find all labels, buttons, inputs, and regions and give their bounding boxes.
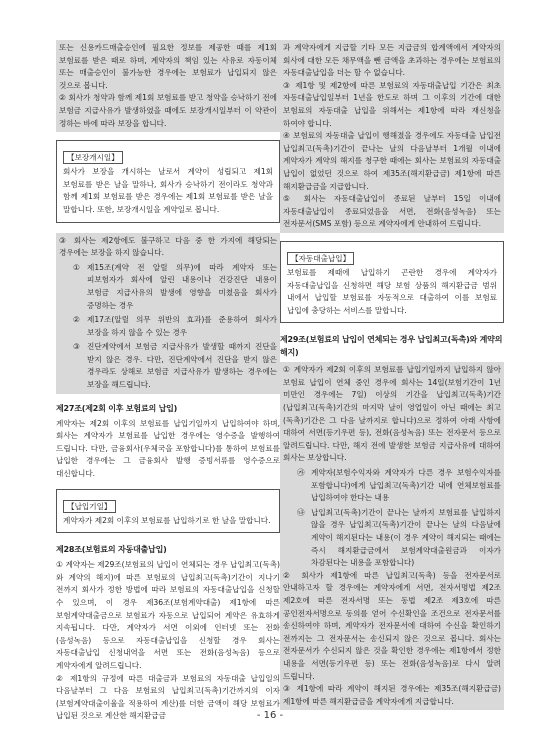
definition-box xyxy=(56,489,280,534)
definition-title: 【보장개시일】 xyxy=(63,151,123,164)
list-item xyxy=(73,262,277,312)
paragraph: 또는 신용카드매출승인에 필요한 정보를 제공한 때를 제1회 보험료를 받은 때로 하며, 계약자의 책임 있는 사유로 자동이체 또는 매출승인이 불가능한 경우에는 보험료가 납입되지 않은 것으로 봅니다. xyxy=(59,43,277,90)
list-item-number: ㉮ xyxy=(297,468,305,478)
shaded-paragraph-block xyxy=(56,40,280,132)
definition-text: 보험료를 제때에 납입하기 곤란한 경우에 계약자가 자동대출납입을 신청하면 해당 보험 상품의 해지환급금 범위 내에서 납입할 보험료를 자동적으로 대출하여 이를 보험료 납입에 충당하는 서비스를 말합니다. xyxy=(287,267,497,315)
paragraph: ② 제1항의 규정에 따른 대출금과 보험료의 자동대출 납입일의 다음날부터 그 다음 보험료의 납입최고(독촉)기간까지의 이자(보험계약대출이율을 적용하여 계산)를 더한 금액이 해당 보험료가 납입된 것으로 계산한 해지환급금 xyxy=(56,673,280,721)
list-item xyxy=(73,341,277,391)
definition-box xyxy=(280,241,504,323)
list-item xyxy=(73,314,277,339)
paragraph: ③ 제1항 및 제2항에 따른 보험료의 자동대출납입 기간은 최초 자동대출납입일부터 1년을 한도로 하며 그 이후의 기간에 대한 보험료의 자동대출 납입을 위해서는 제1항에 따라 재신청을 하여야 합니다. xyxy=(283,80,501,128)
shaded-paragraph-block xyxy=(280,40,504,233)
list-item-number: ㉯ xyxy=(297,507,305,517)
paragraph: ② 회사가 제1항에 따른 납입최고(독촉) 등을 전자문서로 안내하고자 할 경우에는 계약자에게 서면, 전자서명법 제2조 제2호에 따른 전자서명 또는 동법 제2조 제3호에 따른 공인전자서명으로 동의를 얻어 수신확인을 조건으로 전자문서를 송신하여야 하며, 계약자가 전자문서에 대하여 수신을 확인하기 전까지는 그 전자문서는 송신되지 않은 것으로 봅니다. 회사는 전자문서가 수신되지 않은 것을 확인한 경우에는 제1항에서 정한 내용을 서면(등기우편 등) 또는 전화(음성녹음)로 다시 알려 드립니다. xyxy=(283,570,501,681)
page-number: - 16 - xyxy=(256,710,284,721)
list-item-number: ③ xyxy=(73,342,80,352)
list-item-number: ① xyxy=(73,262,80,272)
shaded-paragraph-block xyxy=(56,233,280,394)
list-item xyxy=(297,467,501,505)
paragraph: ① 계약자가 제2회 이후의 보험료를 납입기일까지 납입하지 않아 보험료 납입이 연체 중인 경우에 회사는 14일(보험기간이 1년 미만인 경우에는 7일) 이상의 기간을 납입최고(독촉)기간(납입최고(독촉)기간의 마지막 날이 영업일이 아닌 때에는 최고(독촉)기간은 그 다음 날까지로 합니다)으로 정하여 아래 사항에 대하여 서면(등기우편 등), 전화(음성녹음) 또는 전자문서 등으로 알려드립니다. 다만, 해지 전에 발생한 보험금 지급사유에 대하여 회사는 보상합니다. xyxy=(283,365,501,463)
definition-text: 계약자가 제2회 이후의 보험료를 납입하기로 한 날을 말합니다. xyxy=(63,515,271,525)
paragraph: ② 회사가 청약과 함께 제1회 보험료를 받고 청약을 승낙하기 전에 보험금 지급사유가 발생하였을 때에도 보장개시일부터 이 약관이 정하는 바에 따라 보장을 합니다. xyxy=(59,93,277,128)
paragraph: ③ 제1항에 따라 계약이 해지된 경우에는 제35조(해지환급금) 제1항에 따른 해지환급금을 계약자에게 지급합니다. xyxy=(283,684,501,706)
list-item-text: 제15조(계약 전 알릴 의무)에 따라 계약자 또는 피보험자가 회사에 알린 내용이나 건강진단 내용이 보험금 지급사유의 발생에 영향을 미쳤음을 회사가 증명하는 경우 xyxy=(87,262,277,310)
paragraph: ④ 보험료의 자동대출 납입이 행해졌을 경우에도 자동대출 납입전 납입최고(독촉)기간이 끝나는 날의 다음날부터 1개월 이내에 계약자가 계약의 해지를 청구한 때에는 회사는 보험료의 자동대출 납입이 없었던 것으로 하여 제35조(해지환급금) 제1항에 따른 해지환급금을 지급합니다. xyxy=(283,131,501,191)
list-item-text: 계약자(보험수익자와 계약자가 다른 경우 보험수익자를 포함합니다)에게 납입최고(독촉)기간 내에 연체보험료를 납입하여야 한다는 내용 xyxy=(311,468,501,503)
article-heading: 제27조(제2회 이후 보험료의 납입) xyxy=(56,403,178,413)
paragraph: ③ 회사는 제2항에도 불구하고 다음 중 한 가지에 해당되는 경우에는 보장을 하지 않습니다. xyxy=(59,235,277,258)
article-heading: 제29조(보험료의 납입이 연체되는 경우 납입최고(독촉)와 계약의 해지) xyxy=(280,335,503,358)
paragraph: 계약자는 제2회 이후의 보험료를 납입기일까지 납입하여야 하며, 회사는 계약자가 보험료를 납입한 경우에는 영수증을 발행하여 드립니다. 다만, 금융회사(우체국을 포함합니다)를 통하여 보험료를 납입한 경우에는 그 금융회사 발행 증빙서류를 영수증으로 대신합니다. xyxy=(56,418,280,479)
paragraph: 과 계약자에게 지급할 기타 모든 지급금의 합계액에서 계약자의 회사에 대한 모든 채무액을 뺀 금액을 초과하는 경우에는 보험료의 자동대출납입을 더는 할 수 없습니다. xyxy=(283,43,501,78)
article-heading: 제28조(보험료의 자동대출납입) xyxy=(56,545,167,555)
shaded-paragraph-block xyxy=(280,362,504,710)
list-item-text: 납입최고(독촉)기간이 끝나는 날까지 보험료를 납입하지 않을 경우 납입최고(독촉)기간이 끝나는 날의 다음날에 계약이 해지된다는 내용(이 경우 계약이 해지되는 때에는 즉시 해지환급금에서 보험계약대출원금과 이자가 차감된다는 내용을 포함합니다) xyxy=(311,507,501,568)
list-item-text: 진단계약에서 보험금 지급사유가 발생할 때까지 진단을 받지 않은 경우. 다만, 진단계약에서 진단을 받지 않은 경우라도 상해로 보험금 지급사유가 발생하는 경우에는 보장을 해드립니다. xyxy=(87,342,277,390)
list-item-text: 제17조(알릴 의무 위반의 효과)를 준용하여 회사가 보장을 하지 않을 수 있는 경우 xyxy=(87,315,277,337)
paragraph: ⑤ 회사는 자동대출납입이 종료된 날부터 15일 이내에 자동대출납입이 종료되었음을 서면, 전화(음성녹음) 또는 전자문서(SMS 포함) 등으로 계약자에게 안내하여 드립니다. xyxy=(283,194,501,229)
definition-box xyxy=(56,140,280,222)
definition-title: 【자동대출납입】 xyxy=(287,252,354,265)
definition-text: 회사가 보장을 개시하는 날로서 계약이 성립되고 제1회 보험료를 받은 날을 말하나, 회사가 승낙하기 전이라도 청약과 함께 제1회 보험료를 받은 경우에는 제1회 보험료를 받은 날을 말합니다. 또한, 보장개시일을 계약일로 봅니다. xyxy=(63,167,273,214)
left-column xyxy=(56,40,280,723)
definition-title: 【납입기일】 xyxy=(63,500,116,513)
list-item-number: ② xyxy=(73,315,80,325)
right-column xyxy=(280,40,504,710)
paragraph: ① 계약자는 제29조(보험료의 납입이 연체되는 경우 납입최고(독촉)와 계약의 해지)에 따른 보험료의 납입최고(독촉)기간이 지나기 전까지 회사가 정한 방법에 따라 보험료의 자동대출납입을 신청할 수 있으며, 이 경우 제36조(보험계약대출) 제1항에 따른 보험계약대출금으로 보험료가 자동으로 납입되어 계약은 유효하게 지속됩니다. 다만, 계약자가 서면 이외에 인터넷 또는 전화(음성녹음) 등으로 자동대출납입을 신청할 경우 회사는 자동대출납입 신청내역을 서면 또는 전화(음성녹음) 등으로 계약자에게 알려드립니다. xyxy=(56,560,280,670)
list-item xyxy=(297,507,501,570)
